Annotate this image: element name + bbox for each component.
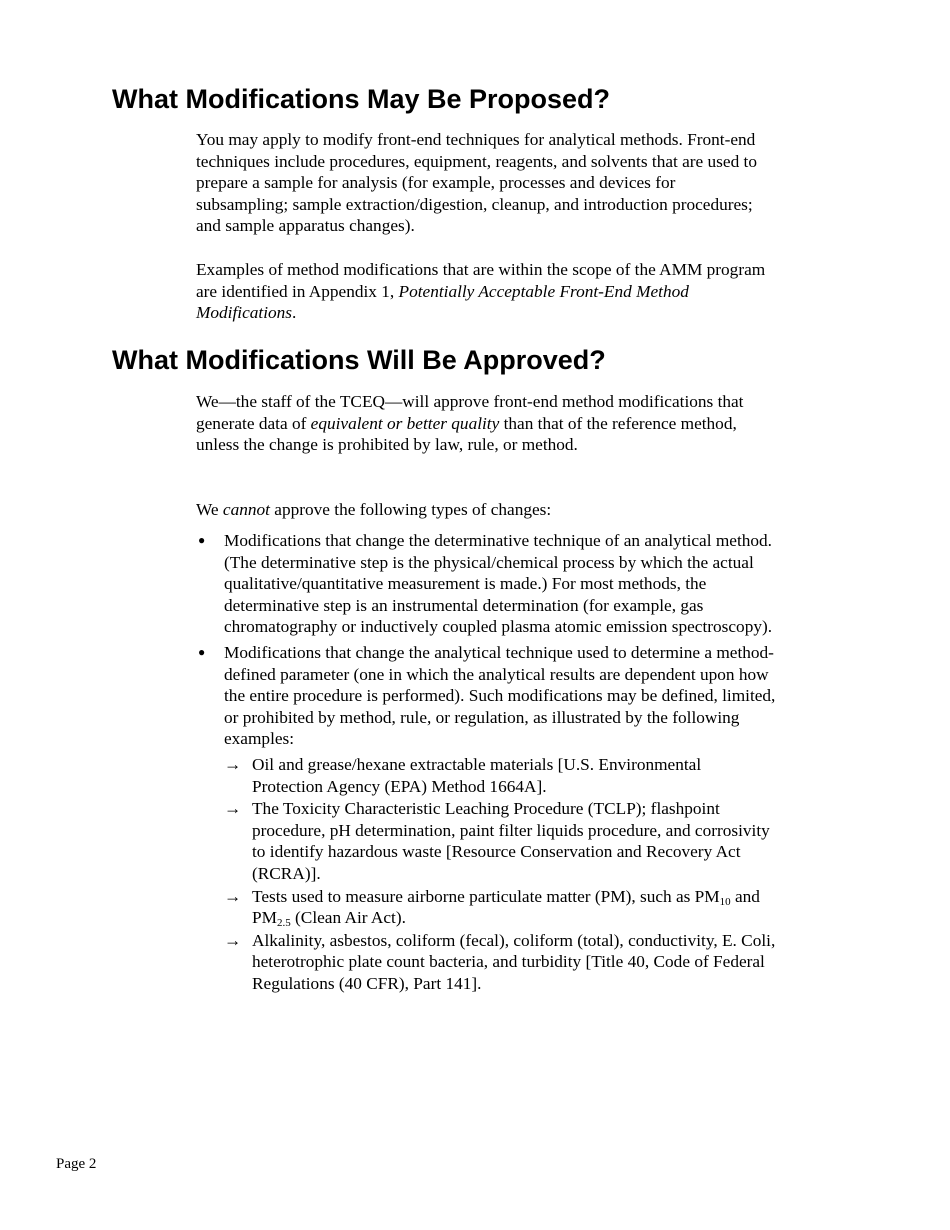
pm-text-a: Tests used to measure airborne particulate matter (PM), such as PM <box>252 886 720 906</box>
paragraph-appendix <box>196 259 771 324</box>
section2-body-2 <box>196 499 771 521</box>
section2-body <box>196 391 771 456</box>
paragraph-front-end: You may apply to modify front-end techniques for analytical methods. Front-end techniques include procedures, equipment, reagents, and solvents that are used to prepare a sample for analysis (for example, processes and devices for subsampling; sample extraction/digestion, cleanup, and introduction procedures; and sample apparatus changes). <box>196 130 757 236</box>
list-item <box>224 930 776 995</box>
arrow-right-icon: → <box>224 799 242 819</box>
example-pm <box>252 887 760 928</box>
arrow-right-icon: → <box>224 754 242 774</box>
arrow-right-icon: → <box>224 930 242 950</box>
examples-list <box>224 754 776 995</box>
heading-approved: What Modifications Will Be Approved? <box>112 345 606 375</box>
cannot-italic: cannot <box>222 500 270 519</box>
page-number: Page 2 <box>56 1156 97 1172</box>
paragraph-approval <box>196 391 771 456</box>
section1-body-2 <box>196 259 771 324</box>
bullet-determinative: Modifications that change the determinative technique of an analytical method. (The determinative step is the physical/chemical process by which the actual qualitative/quantitative measurement is made.) For most methods, the determinative step is an instrumental determination (for example, gas chromatography or inductively coupled plasma atomic emission spectroscopy). <box>224 531 773 637</box>
heading-proposed: What Modifications May Be Proposed? <box>112 84 611 114</box>
list-item <box>224 798 776 884</box>
example-oil-grease: Oil and grease/hexane extractable materials [U.S. Environmental Protection Agency (EPA) Method 1664A]. <box>252 754 702 796</box>
cannot-lead: We <box>196 500 223 519</box>
pm10-subscript: 10 <box>719 895 731 908</box>
paragraph-cannot <box>196 499 771 521</box>
pm-text-b: and PM <box>252 886 760 928</box>
appendix-title: Potentially Acceptable Front-End Method Modifications <box>196 281 689 323</box>
list-item <box>224 886 776 929</box>
cannot-end: approve the following types of changes: <box>269 500 552 519</box>
approval-end: than that of the reference method, unless the change is prohibited by law, rule, or method. <box>196 413 737 455</box>
pm25-subscript: 2.5 <box>276 917 291 930</box>
bullet-method-defined: Modifications that change the analytical technique used to determine a method-defined parameter (one in which the analytical results are dependent upon how the entire procedure is performed). Such modifications may be defined, limited, or prohibited by method, rule, or regulation, as illustrated by the following examples: <box>224 642 776 749</box>
arrow-right-icon: → <box>224 886 242 906</box>
appendix-end: . <box>292 303 297 323</box>
approval-italic: equivalent or better quality <box>310 413 500 433</box>
prohibited-changes-list <box>196 530 776 998</box>
example-tclp: The Toxicity Characteristic Leaching Procedure (TCLP); flashpoint procedure, pH determination, paint filter liquids procedure, and corrosivity to identify hazardous waste [Resource Conservation and Recovery Act (RCRA)]. <box>252 799 770 883</box>
list-item <box>196 642 776 995</box>
list-item <box>224 754 776 797</box>
section1-body <box>196 129 771 237</box>
example-alkalinity: Alkalinity, asbestos, coliform (fecal), coliform (total), conductivity, E. Coli, heterotrophic plate count bacteria, and turbidity [Title 40, Code of Federal Regulations (40 CFR), Part 141]. <box>252 930 776 993</box>
appendix-text: Examples of method modifications that are within the scope of the AMM program are identified in Appendix 1, <box>196 260 766 301</box>
list-item <box>196 530 776 638</box>
pm-text-c: (Clean Air Act). <box>290 908 406 928</box>
approval-text: We—the staff of the TCEQ—will approve front-end method modifications that generate data of <box>196 392 744 433</box>
